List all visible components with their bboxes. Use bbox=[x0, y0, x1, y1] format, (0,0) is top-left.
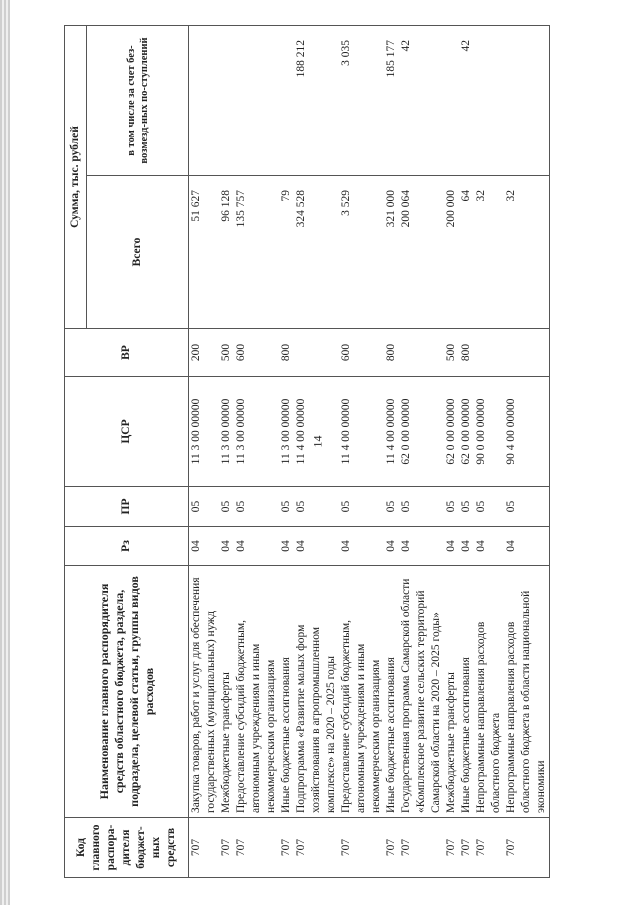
header-incl: в том числе за счет без-возмезд-ных по-ступлений bbox=[87, 26, 189, 176]
cell-name: Иные бюджетные ассигнования bbox=[459, 566, 474, 818]
cell-name: Иные бюджетные ассигнования bbox=[384, 566, 399, 818]
header-name: Наименование главного распорядителя средств областного бюджета, раздела, подраздела, целевой статьи, группы видов расходов bbox=[65, 566, 189, 818]
cell-csr: 62 0 00 00000 bbox=[399, 377, 444, 487]
cell-vr: 800 bbox=[384, 329, 399, 377]
header-vr: ВР bbox=[65, 329, 189, 377]
cell-vr: 500 bbox=[219, 329, 234, 377]
cell-rz: 04 bbox=[399, 527, 444, 566]
header-code: Код главного распора-дителя бюджет-ных средств bbox=[65, 818, 189, 878]
cell-code: 707 bbox=[234, 818, 279, 878]
table-row bbox=[504, 26, 550, 878]
table-row bbox=[474, 26, 504, 878]
cell-pr: 05 bbox=[459, 487, 474, 527]
cell-vr: 800 bbox=[279, 329, 294, 377]
table-row bbox=[294, 26, 339, 878]
cell-csr: 11 4 00 00000 bbox=[294, 377, 339, 487]
cell-code: 707 bbox=[399, 818, 444, 878]
cell-rz: 04 bbox=[474, 527, 504, 566]
cell-vr: 600 bbox=[234, 329, 279, 377]
header-rz: Рз bbox=[65, 527, 189, 566]
cell-total: 51 627 bbox=[189, 176, 220, 329]
cell-total: 200 000 bbox=[444, 176, 459, 329]
cell-code: 707 bbox=[459, 818, 474, 878]
table-header bbox=[65, 26, 189, 878]
table-row bbox=[189, 26, 220, 878]
cell-rz: 04 bbox=[294, 527, 339, 566]
cell-code: 707 bbox=[189, 818, 220, 878]
page-number: 14 bbox=[310, 435, 325, 448]
cell-csr: 62 0 00 00000 bbox=[459, 377, 474, 487]
cell-pr: 05 bbox=[384, 487, 399, 527]
cell-vr: 500 bbox=[444, 329, 459, 377]
cell-code: 707 bbox=[384, 818, 399, 878]
cell-total: 64 bbox=[459, 176, 474, 329]
cell-incl bbox=[234, 26, 279, 176]
cell-incl: 185 177 bbox=[384, 26, 399, 176]
cell-total: 135 757 bbox=[234, 176, 279, 329]
table-row bbox=[219, 26, 234, 878]
cell-code: 707 bbox=[294, 818, 339, 878]
cell-csr: 90 0 00 00000 bbox=[474, 377, 504, 487]
cell-name: Закупка товаров, работ и услуг для обеспечения государственных (муниципальных) нужд bbox=[189, 566, 220, 818]
cell-pr: 05 bbox=[399, 487, 444, 527]
cell-total: 324 528 bbox=[294, 176, 339, 329]
cell-csr: 11 3 00 00000 bbox=[189, 377, 220, 487]
cell-code: 707 bbox=[339, 818, 384, 878]
cell-incl bbox=[474, 26, 504, 176]
cell-code: 707 bbox=[279, 818, 294, 878]
table-row bbox=[399, 26, 444, 878]
cell-csr: 11 4 00 00000 bbox=[384, 377, 399, 487]
cell-pr: 05 bbox=[444, 487, 459, 527]
cell-csr: 11 3 00 00000 bbox=[279, 377, 294, 487]
table-row bbox=[339, 26, 384, 878]
cell-incl: 3 035 bbox=[339, 26, 384, 176]
cell-code: 707 bbox=[219, 818, 234, 878]
header-total: Всего bbox=[87, 176, 189, 329]
cell-rz: 04 bbox=[504, 527, 550, 566]
cell-csr: 62 0 00 00000 bbox=[444, 377, 459, 487]
header-pr: ПР bbox=[65, 487, 189, 527]
cell-total: 32 bbox=[474, 176, 504, 329]
cell-rz: 04 bbox=[234, 527, 279, 566]
cell-name: Непрограммные направления расходов областного бюджета bbox=[474, 566, 504, 818]
cell-pr: 05 bbox=[189, 487, 220, 527]
cell-vr bbox=[504, 329, 550, 377]
cell-csr: 11 3 00 00000 bbox=[234, 377, 279, 487]
cell-rz: 04 bbox=[384, 527, 399, 566]
rotated-table-container bbox=[64, 26, 640, 878]
cell-rz: 04 bbox=[459, 527, 474, 566]
cell-vr bbox=[474, 329, 504, 377]
cell-name: Межбюджетные трансферты bbox=[444, 566, 459, 818]
cell-incl: 188 212 bbox=[294, 26, 339, 176]
cell-vr: 600 bbox=[339, 329, 384, 377]
cell-csr: 11 4 00 00000 bbox=[339, 377, 384, 487]
cell-incl: 42 bbox=[399, 26, 444, 176]
cell-incl bbox=[444, 26, 459, 176]
cell-vr: 200 bbox=[189, 329, 220, 377]
cell-code: 707 bbox=[504, 818, 550, 878]
cell-rz: 04 bbox=[189, 527, 220, 566]
table-body bbox=[189, 26, 550, 878]
cell-total: 96 128 bbox=[219, 176, 234, 329]
cell-pr: 05 bbox=[279, 487, 294, 527]
cell-total: 321 000 bbox=[384, 176, 399, 329]
cell-incl bbox=[279, 26, 294, 176]
cell-vr: 800 bbox=[459, 329, 474, 377]
cell-name: Государственная программа Самарской области «Комплексное развитие сельских территорий Самарской области на 2020 – 2025 годы» bbox=[399, 566, 444, 818]
cell-pr: 05 bbox=[504, 487, 550, 527]
cell-rz: 04 bbox=[339, 527, 384, 566]
cell-vr bbox=[294, 329, 339, 377]
table-row bbox=[384, 26, 399, 878]
cell-name: Предоставление субсидий бюджетным, автономным учреждениям и иным некоммерческим организациям bbox=[339, 566, 384, 818]
cell-rz: 04 bbox=[444, 527, 459, 566]
cell-total: 3 529 bbox=[339, 176, 384, 329]
cell-code: 707 bbox=[444, 818, 459, 878]
cell-rz: 04 bbox=[219, 527, 234, 566]
table-row bbox=[279, 26, 294, 878]
page-edge bbox=[0, 0, 10, 905]
budget-table bbox=[64, 25, 550, 878]
cell-incl bbox=[504, 26, 550, 176]
table-row bbox=[234, 26, 279, 878]
cell-pr: 05 bbox=[234, 487, 279, 527]
cell-total: 200 064 bbox=[399, 176, 444, 329]
cell-total: 32 bbox=[504, 176, 550, 329]
table-row bbox=[444, 26, 459, 878]
cell-name: Иные бюджетные ассигнования bbox=[279, 566, 294, 818]
header-csr: ЦСР bbox=[65, 377, 189, 487]
cell-vr bbox=[399, 329, 444, 377]
cell-pr: 05 bbox=[474, 487, 504, 527]
cell-name: Непрограммные направления расходов областного бюджета в области национальной экономики bbox=[504, 566, 550, 818]
cell-name: Предоставление субсидий бюджетным, автономным учреждениям и иным некоммерческим организациям bbox=[234, 566, 279, 818]
cell-incl bbox=[189, 26, 220, 176]
cell-code: 707 bbox=[474, 818, 504, 878]
cell-incl bbox=[219, 26, 234, 176]
header-sum-group: Сумма, тыс. рублей bbox=[65, 26, 87, 329]
cell-rz: 04 bbox=[279, 527, 294, 566]
cell-pr: 05 bbox=[219, 487, 234, 527]
cell-csr: 11 3 00 00000 bbox=[219, 377, 234, 487]
table-row bbox=[459, 26, 474, 878]
cell-total: 79 bbox=[279, 176, 294, 329]
cell-name: Подпрограмма «Развитие малых форм хозяйствования в агропромышленном комплексе» на 2020 – 2025 годы bbox=[294, 566, 339, 818]
cell-name: Межбюджетные трансферты bbox=[219, 566, 234, 818]
cell-csr: 90 4 00 00000 bbox=[504, 377, 550, 487]
cell-pr: 05 bbox=[294, 487, 339, 527]
cell-incl: 42 bbox=[459, 26, 474, 176]
cell-pr: 05 bbox=[339, 487, 384, 527]
